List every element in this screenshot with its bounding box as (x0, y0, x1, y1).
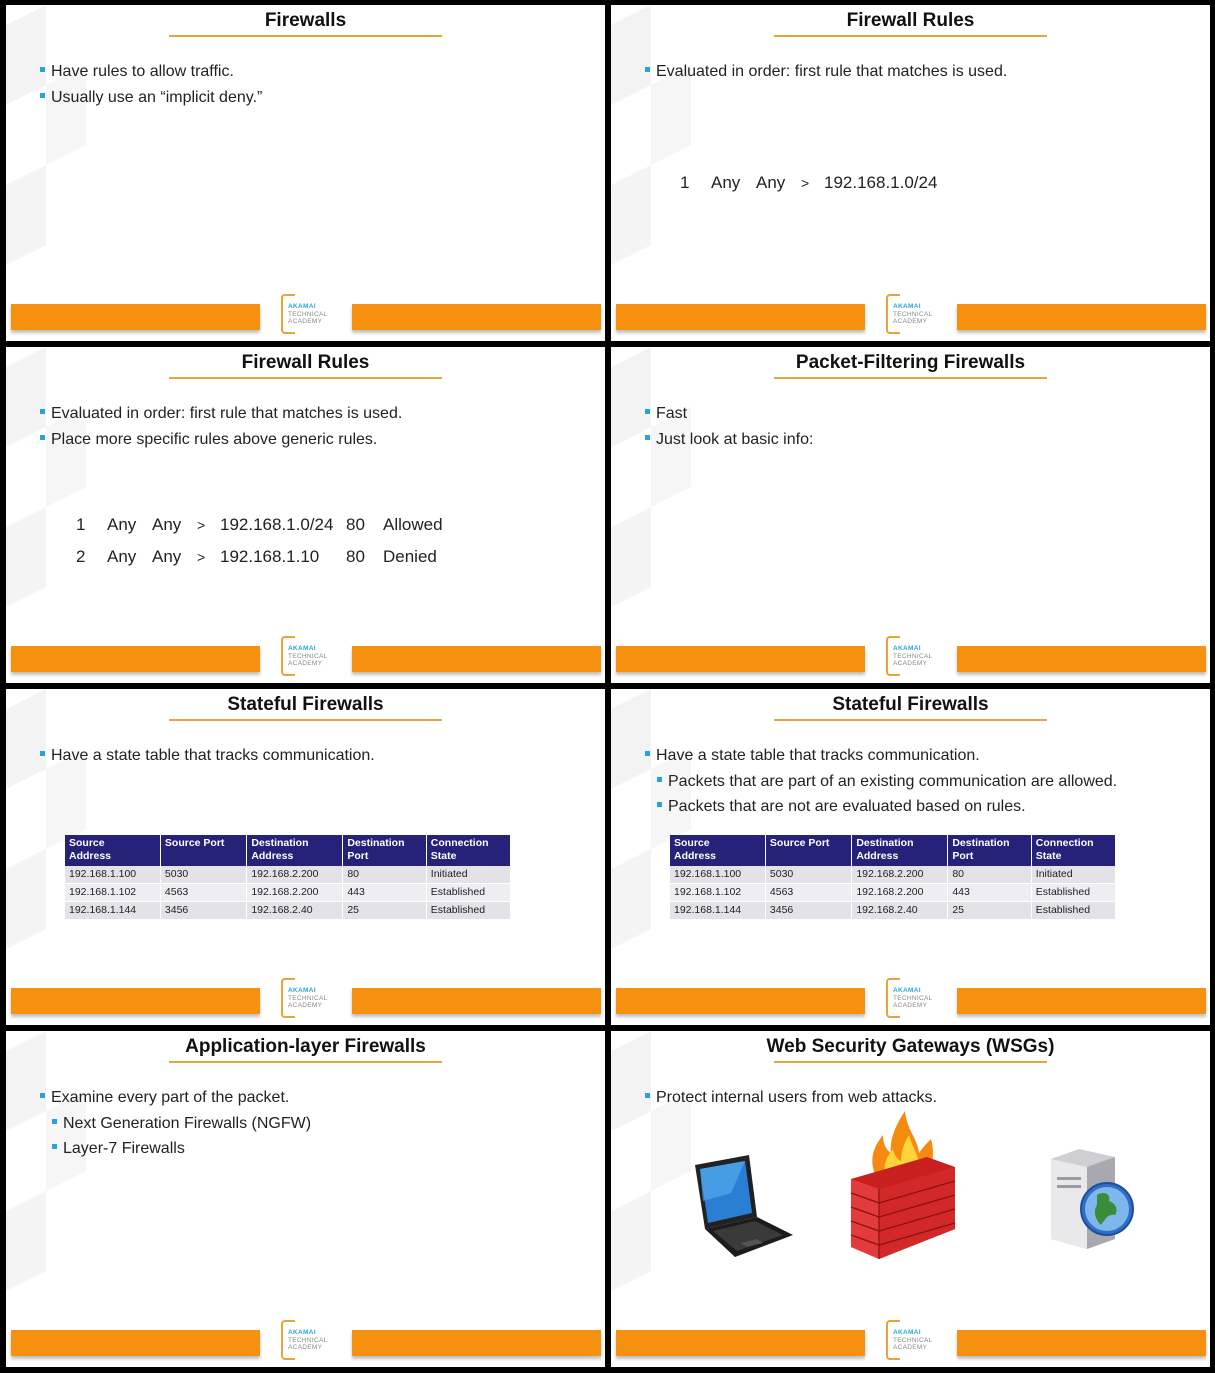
bullet-icon (645, 751, 650, 756)
table-header: Connection State (1031, 835, 1115, 866)
background-pattern (6, 5, 605, 341)
bullet-icon (645, 67, 650, 72)
table-header: Source Port (765, 835, 851, 866)
title-underline (169, 719, 442, 721)
bullet-list (645, 743, 1200, 820)
bullet-icon (40, 67, 45, 72)
slide-firewall-rules-2 (6, 347, 605, 683)
slide-firewall-rules-1 (611, 5, 1210, 341)
bullet-icon (645, 1093, 650, 1098)
sub-bullet-item: Next Generation Firewalls (NGFW) (40, 1111, 595, 1137)
bullet-item: Usually use an “implicit deny.” (40, 85, 595, 111)
bullet-item: Fast (645, 401, 1200, 427)
title-underline (774, 719, 1047, 721)
table-header: Destination Address (852, 835, 948, 866)
bullet-list (645, 1085, 1200, 1111)
footer-bar-right (352, 1330, 601, 1356)
bullet-item: Have rules to allow traffic. (40, 59, 595, 85)
slide-packet-filtering (611, 347, 1210, 683)
footer-bar-left (11, 1330, 260, 1356)
bullet-icon (40, 93, 45, 98)
bullet-item: Have a state table that tracks communication. (40, 743, 595, 769)
table-header: Destination Address (247, 835, 343, 866)
footer-bar-right (352, 988, 601, 1014)
footer-bar-right (957, 304, 1206, 330)
slide-title: Web Security Gateways (WSGs) (766, 1036, 1055, 1057)
title-underline (774, 377, 1047, 379)
slide-title: Application-layer Firewalls (185, 1036, 426, 1057)
bullet-icon (40, 1093, 45, 1098)
akamai-logo: AKAMAI TECHNICAL ACADEMY (886, 978, 948, 1022)
footer-bar-right (352, 304, 601, 330)
footer-bar-left (11, 646, 260, 672)
bullet-list (40, 59, 595, 110)
slide-title: Stateful Firewalls (227, 694, 384, 715)
footer-bar-left (616, 646, 865, 672)
firewall-icon (847, 1109, 959, 1267)
bullet-icon (52, 1119, 57, 1124)
bullet-icon (645, 435, 650, 440)
akamai-logo: AKAMAI TECHNICAL ACADEMY (281, 636, 343, 680)
slide-title: Firewalls (264, 10, 347, 31)
table-row: 192.168.1.100 5030 192.168.2.200 80 Initiated (670, 866, 1116, 884)
table-header-row (65, 835, 511, 866)
bullet-item: Examine every part of the packet. (40, 1085, 595, 1111)
bullet-item: Have a state table that tracks communication. (645, 743, 1200, 769)
bullet-item: Just look at basic info: (645, 427, 1200, 453)
slide-web-security-gateways (611, 1031, 1210, 1367)
sub-bullet-item: Packets that are not are evaluated based on rules. (645, 794, 1200, 820)
bullet-list (645, 401, 1200, 452)
bullet-list (40, 401, 595, 452)
table-row: 192.168.1.102 4563 192.168.2.200 443 Established (65, 884, 511, 902)
firewall-rule-row: 2 Any Any > 192.168.1.10 80 Denied (76, 547, 437, 566)
footer-bar-left (616, 304, 865, 330)
table-header: Connection State (426, 835, 510, 866)
title-underline (169, 377, 442, 379)
table-header: Source Port (160, 835, 246, 866)
bullet-icon (657, 777, 662, 782)
footer-bar-right (957, 988, 1206, 1014)
table-row: 192.168.1.102 4563 192.168.2.200 443 Established (670, 884, 1116, 902)
slide-title: Stateful Firewalls (832, 694, 989, 715)
firewall-rule-row: 1 Any Any > 192.168.1.0/24 80 Allowed (76, 515, 443, 534)
footer-bar-right (957, 1330, 1206, 1356)
bullet-icon (40, 409, 45, 414)
footer-bar-right (957, 646, 1206, 672)
akamai-logo: AKAMAI TECHNICAL ACADEMY (886, 294, 948, 338)
background-pattern (611, 347, 1210, 683)
web-server-icon (1049, 1147, 1139, 1251)
footer-bar-left (616, 1330, 865, 1356)
title-underline (774, 35, 1047, 37)
bullet-icon (657, 802, 662, 807)
akamai-logo: AKAMAI TECHNICAL ACADEMY (886, 1320, 948, 1364)
table-row: 192.168.1.100 5030 192.168.2.200 80 Initiated (65, 866, 511, 884)
laptop-icon (691, 1153, 795, 1263)
akamai-logo: AKAMAI TECHNICAL ACADEMY (886, 636, 948, 680)
akamai-logo: AKAMAI TECHNICAL ACADEMY (281, 1320, 343, 1364)
slide-title: Firewall Rules (846, 10, 975, 31)
table-row: 192.168.1.144 3456 192.168.2.40 25 Established (670, 902, 1116, 920)
table-header: Destination Port (343, 835, 426, 866)
bullet-item: Place more specific rules above generic rules. (40, 427, 595, 453)
bullet-icon (52, 1144, 57, 1149)
table-header: Source Address (65, 835, 160, 866)
bullet-list (40, 1085, 595, 1162)
bullet-item: Evaluated in order: first rule that matches is used. (40, 401, 595, 427)
sub-bullet-item: Layer-7 Firewalls (40, 1136, 595, 1162)
bullet-icon (40, 751, 45, 756)
footer-bar-left (616, 988, 865, 1014)
bullet-list (645, 59, 1200, 85)
state-table (670, 835, 1116, 920)
title-underline (169, 1061, 442, 1063)
slide-stateful-1 (6, 689, 605, 1025)
slide-firewalls (6, 5, 605, 341)
footer-bar-left (11, 304, 260, 330)
slide-application-layer (6, 1031, 605, 1367)
footer-bar-left (11, 988, 260, 1014)
title-underline (169, 35, 442, 37)
akamai-logo: AKAMAI TECHNICAL ACADEMY (281, 978, 343, 1022)
slide-stateful-2 (611, 689, 1210, 1025)
bullet-item: Evaluated in order: first rule that matches is used. (645, 59, 1200, 85)
table-row: 192.168.1.144 3456 192.168.2.40 25 Established (65, 902, 511, 920)
footer-bar-right (352, 646, 601, 672)
slide-title: Firewall Rules (241, 352, 370, 373)
table-header: Destination Port (948, 835, 1031, 866)
slide-title: Packet-Filtering Firewalls (795, 352, 1026, 373)
firewall-rule-row: 1 Any Any > 192.168.1.0/24 (680, 173, 938, 192)
bullet-icon (40, 435, 45, 440)
table-header-row (670, 835, 1116, 866)
bullet-icon (645, 409, 650, 414)
akamai-logo: AKAMAI TECHNICAL ACADEMY (281, 294, 343, 338)
title-underline (774, 1061, 1047, 1063)
table-header: Source Address (670, 835, 765, 866)
background-pattern (6, 1031, 605, 1367)
state-table (65, 835, 511, 920)
bullet-item: Protect internal users from web attacks. (645, 1085, 1200, 1111)
bullet-list (40, 743, 595, 769)
sub-bullet-item: Packets that are part of an existing communication are allowed. (645, 769, 1200, 795)
